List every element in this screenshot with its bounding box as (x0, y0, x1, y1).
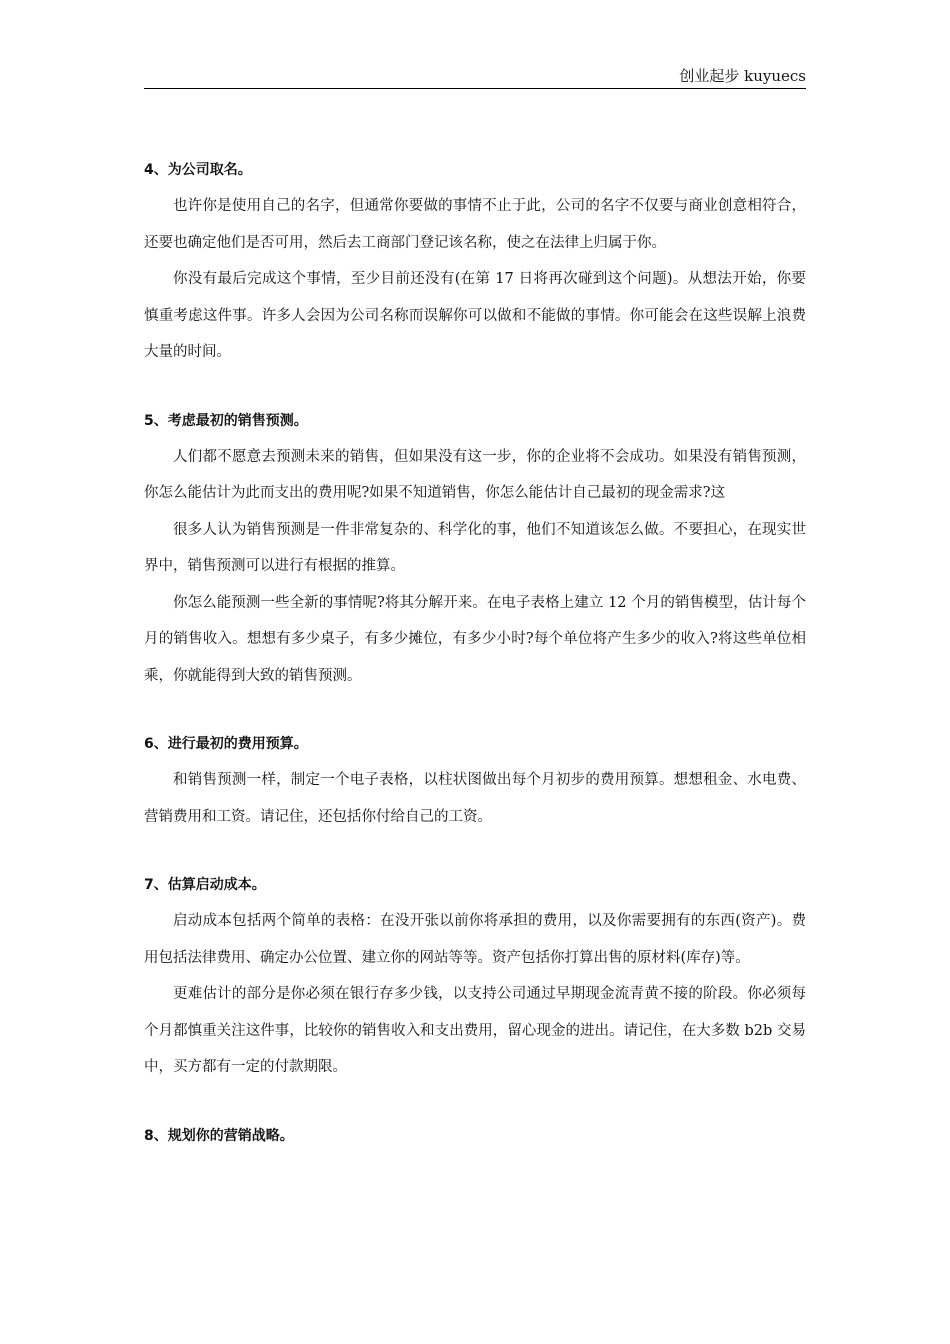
section-heading: 5、考虑最初的销售预测。 (144, 412, 308, 429)
section-8 (144, 1118, 806, 1154)
paragraph: 很多人认为销售预测是一件非常复杂的、科学化的事，他们不知道该怎么做。不要担心，在现实世界中，销售预测可以进行有根据的推算。 (144, 521, 806, 574)
section-4 (144, 152, 806, 371)
paragraph: 你没有最后完成这个事情，至少目前还没有(在第 17 日将再次碰到这个问题)。从想法开始，你要慎重考虑这件事。许多人会因为公司名称而误解你可以做和不能做的事情。你可能会在这些误解上浪费大量的时间。 (144, 271, 806, 360)
paragraph: 人们都不愿意去预测未来的销售，但如果没有这一步，你的企业将不会成功。如果没有销售预测，你怎么能估计为此而支出的费用呢?如果不知道销售，你怎么能估计自己最初的现金需求?这 (144, 448, 806, 501)
paragraph: 更难估计的部分是你必须在银行存多少钱，以支持公司通过早期现金流青黄不接的阶段。你必须每个月都慎重关注这件事，比较你的销售收入和支出费用，留心现金的进出。请记住，在大多数 b2b 交易中，买方都有一定的付款期限。 (144, 986, 806, 1075)
paragraph: 启动成本包括两个简单的表格：在没开张以前你将承担的费用，以及你需要拥有的东西(资产)。费用包括法律费用、确定办公位置、建立你的网站等等。资产包括你打算出售的原材料(库存)等。 (144, 913, 806, 966)
section-7 (144, 867, 806, 1086)
paragraph: 也许你是使用自己的名字，但通常你要做的事情不止于此，公司的名字不仅要与商业创意相符合，还要也确定他们是否可用，然后去工商部门登记该名称，使之在法律上归属于你。 (144, 198, 806, 251)
paragraph: 你怎么能预测一些全新的事情呢?将其分解开来。在电子表格上建立 12 个月的销售模型，估计每个月的销售收入。想想有多少桌子，有多少摊位，有多少小时?每个单位将产生多少的收入?将这些单位相乘，你就能得到大致的销售预测。 (144, 594, 806, 684)
paragraph: 和销售预测一样，制定一个电子表格，以柱状图做出每个月初步的费用预算。想想租金、水电费、营销费用和工资。请记住，还包括你付给自己的工资。 (144, 772, 806, 825)
document-body (144, 152, 806, 1186)
section-heading: 4、为公司取名。 (144, 162, 252, 178)
section-heading: 6、进行最初的费用预算。 (144, 736, 308, 752)
header-text: 创业起步 kuyuecs (679, 67, 806, 85)
section-5 (144, 403, 806, 695)
section-heading: 8、规划你的营销战略。 (144, 1127, 294, 1144)
section-heading: 7、估算启动成本。 (144, 877, 266, 893)
section-6 (144, 726, 806, 835)
page-header (144, 66, 806, 89)
